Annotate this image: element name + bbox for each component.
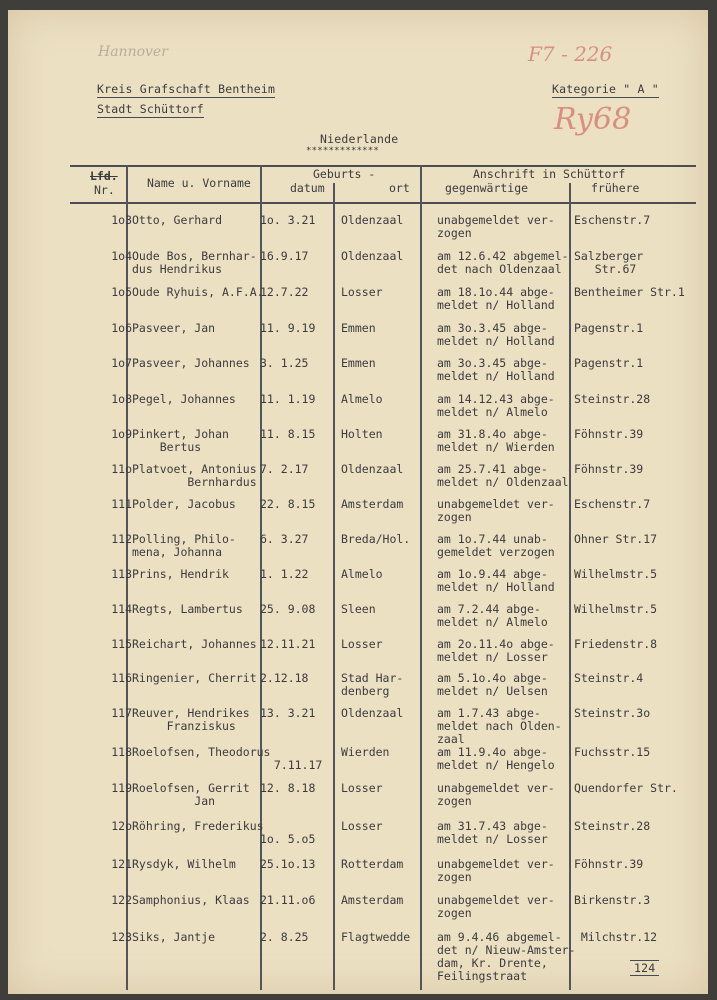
current-address: am 3o.3.45 abge- meldet n/ Holland xyxy=(437,356,555,383)
birth-place: Breda/Hol. xyxy=(341,532,411,546)
section-title: Niederlande xyxy=(320,132,399,146)
person-name: Röhring, Frederikus xyxy=(132,819,264,833)
current-address: am 18.1o.44 abge- meldet n/ Holland xyxy=(437,285,555,312)
birth-date: 1o. 3.21 xyxy=(260,213,316,227)
person-name: Ringenier, Cherrit xyxy=(132,671,257,685)
header-nr: Lfd. xyxy=(90,169,118,183)
birth-date: 22. 8.15 xyxy=(260,497,316,511)
table-row xyxy=(8,428,708,464)
previous-address: Steinstr.4 xyxy=(574,671,644,685)
town-heading: Stadt Schüttorf xyxy=(97,102,204,116)
person-name: Oude Bos, Bernhar- dus Hendrikus xyxy=(132,249,257,276)
person-name: Siks, Jantje xyxy=(132,930,216,944)
current-address: am 31.7.43 abge- meldet n/ Losser xyxy=(437,819,548,846)
current-address: am 9.4.46 abgemel- det n/ Nieuw-Amster- dam, Kr. Drente, Feilingstraat xyxy=(437,930,576,983)
current-address: unabgemeldet ver- zogen xyxy=(437,213,555,240)
row-number: 113 xyxy=(111,567,132,581)
row-number: 1o9 xyxy=(111,427,132,441)
row-number: 121 xyxy=(111,857,132,871)
page-number: 124 xyxy=(630,960,659,976)
birth-date: 11. 9.19 xyxy=(260,321,316,335)
header-address: Anschrift in Schüttorf xyxy=(473,167,626,181)
person-name: Pegel, Johannes xyxy=(132,392,236,406)
row-number: 11o xyxy=(111,462,132,476)
current-address: unabgemeldet ver- zogen xyxy=(437,893,555,920)
previous-address: Quendorfer Str. xyxy=(574,781,678,795)
table-row xyxy=(8,357,708,393)
header-birth: Geburts - xyxy=(313,167,376,181)
previous-address: Milchstr.12 xyxy=(574,930,658,944)
table-row xyxy=(8,706,708,746)
previous-address: Föhnstr.39 xyxy=(574,427,644,441)
previous-address: Pagenstr.1 xyxy=(574,321,644,335)
header-birth-date: datum xyxy=(290,181,325,195)
row-number: 1o7 xyxy=(111,356,132,370)
previous-address: Ohner Str.17 xyxy=(574,532,658,546)
birth-place: Losser xyxy=(341,285,383,299)
table-row xyxy=(8,820,708,856)
birth-date: 11. 1.19 xyxy=(260,392,316,406)
current-address: am 11.9.4o abge- meldet n/ Hengelo xyxy=(437,745,555,772)
previous-address: Wilhelmstr.5 xyxy=(574,567,658,581)
birth-place: Sleen xyxy=(341,602,376,616)
row-number: 119 xyxy=(111,781,132,795)
row-number: 12o xyxy=(111,819,132,833)
birth-place: Emmen xyxy=(341,321,376,335)
birth-place: Oldenzaal xyxy=(341,249,404,263)
row-number: 112 xyxy=(111,532,132,546)
category-heading: Kategorie " A " xyxy=(552,82,659,96)
row-number: 1o8 xyxy=(111,392,132,406)
red-archive-number: F7 - 226 xyxy=(528,42,613,66)
birth-place: Losser xyxy=(341,819,383,833)
previous-address: Birkenstr.3 xyxy=(574,893,651,907)
row-number: 114 xyxy=(111,602,132,616)
table-row xyxy=(8,746,708,782)
birth-date: 1. 1.22 xyxy=(260,567,309,581)
person-name: Platvoet, Antonius Bernhardus xyxy=(132,462,257,489)
header-nr: Nr. xyxy=(94,183,115,197)
person-name: Samphonius, Klaas xyxy=(132,893,250,907)
table-row xyxy=(8,393,708,429)
birth-place: Almelo xyxy=(341,567,383,581)
table-row xyxy=(8,638,708,674)
birth-date: 12.7.22 xyxy=(260,285,309,299)
previous-address: Steinstr.3o xyxy=(574,706,651,720)
previous-address: Fuchsstr.15 xyxy=(574,745,651,759)
birth-place: Emmen xyxy=(341,356,376,370)
birth-date: 21.11.o6 xyxy=(260,893,316,907)
current-address: am 31.8.4o abge- meldet n/ Wierden xyxy=(437,427,555,454)
birth-place: Flagtwedde xyxy=(341,930,411,944)
document-page xyxy=(8,10,708,994)
row-number: 111 xyxy=(111,497,132,511)
previous-address: Eschenstr.7 xyxy=(574,497,651,511)
header-name: Name u. Vorname xyxy=(147,176,251,190)
person-name: Prins, Hendrik xyxy=(132,567,229,581)
previous-address: Salzberger Str.67 xyxy=(574,249,644,276)
birth-place: Holten xyxy=(341,427,383,441)
person-name: Reichart, Johannes xyxy=(132,637,257,651)
previous-address: Friedenstr.8 xyxy=(574,637,658,651)
birth-place: Losser xyxy=(341,637,383,651)
previous-address: Steinstr.28 xyxy=(574,392,651,406)
table-row xyxy=(8,250,708,286)
previous-address: Bentheimer Str.1 xyxy=(574,285,685,299)
previous-address: Wilhelmstr.5 xyxy=(574,602,658,616)
table-row xyxy=(8,322,708,358)
current-address: am 1o.9.44 abge- meldet n/ Holland xyxy=(437,567,555,594)
person-name: Rysdyk, Wilhelm xyxy=(132,857,236,871)
birth-place: Wierden xyxy=(341,745,390,759)
person-name: Pinkert, Johan Bertus xyxy=(132,427,229,454)
person-name: Reuver, Hendrikes Franziskus xyxy=(132,706,250,733)
table-row xyxy=(8,894,708,930)
row-number: 117 xyxy=(111,706,132,720)
birth-date: 11. 8.15 xyxy=(260,427,316,441)
table-row xyxy=(8,214,708,250)
row-number: 115 xyxy=(111,637,132,651)
header-address-previous: frühere xyxy=(591,181,640,195)
row-number: 123 xyxy=(111,930,132,944)
row-number: 1o3 xyxy=(111,213,132,227)
person-name: Pasveer, Johannes xyxy=(132,356,250,370)
person-name: Otto, Gerhard xyxy=(132,213,223,227)
row-number: 122 xyxy=(111,893,132,907)
previous-address: Föhnstr.39 xyxy=(574,462,644,476)
current-address: am 1.7.43 abge- meldet nach Olden- zaal xyxy=(437,706,562,746)
table-row xyxy=(8,498,708,534)
current-address: am 2o.11.4o abge- meldet n/ Losser xyxy=(437,637,555,664)
birth-date: 1o. 5.o5 xyxy=(260,832,316,846)
table-row xyxy=(8,782,708,818)
birth-date: 3. 1.25 xyxy=(260,356,309,370)
current-address: am 3o.3.45 abge- meldet n/ Holland xyxy=(437,321,555,348)
row-number: 1o4 xyxy=(111,249,132,263)
table-row xyxy=(8,568,708,604)
district-heading: Kreis Grafschaft Bentheim xyxy=(97,82,276,96)
table-row xyxy=(8,603,708,639)
row-number: 116 xyxy=(111,671,132,685)
birth-date: 12.11.21 xyxy=(260,637,316,651)
birth-place: Oldenzaal xyxy=(341,213,404,227)
birth-date: 7.11.17 xyxy=(273,758,323,772)
pencil-annotation: Hannover xyxy=(98,44,168,60)
previous-address: Föhnstr.39 xyxy=(574,857,644,871)
table-row xyxy=(8,533,708,569)
birth-date: 16.9.17 xyxy=(260,249,309,263)
person-name: Pasveer, Jan xyxy=(132,321,216,335)
current-address: am 25.7.41 abge- meldet n/ Oldenzaal xyxy=(437,462,569,489)
birth-place: Amsterdam xyxy=(341,893,404,907)
birth-date: 2.12.18 xyxy=(260,671,309,685)
row-number: 118 xyxy=(111,745,132,759)
birth-date: 6. 3.27 xyxy=(260,532,309,546)
row-number: 1o5 xyxy=(111,285,132,299)
person-name: Regts, Lambertus xyxy=(132,602,243,616)
previous-address: Pagenstr.1 xyxy=(574,356,644,370)
table-header-rule xyxy=(70,202,696,204)
birth-place: Oldenzaal xyxy=(341,706,404,720)
table-row xyxy=(8,672,708,708)
birth-place: Almelo xyxy=(341,392,383,406)
red-reference-mark: Ry68 xyxy=(554,102,632,137)
person-name: Roelofsen, Gerrit Jan xyxy=(132,781,250,808)
person-name: Roelofsen, Theodorus xyxy=(132,745,271,759)
current-address: unabgemeldet ver- zogen xyxy=(437,781,555,808)
current-address: unabgemeldet ver- zogen xyxy=(437,497,555,524)
header-birth-place: ort xyxy=(389,181,410,195)
table-row xyxy=(8,858,708,894)
current-address: am 5.1o.4o abge- meldet n/ Uelsen xyxy=(437,671,548,698)
birth-date: 7. 2.17 xyxy=(260,462,309,476)
previous-address: Steinstr.28 xyxy=(574,819,651,833)
section-title-underline: ************* xyxy=(306,146,380,156)
person-name: Polling, Philo- mena, Johanna xyxy=(132,532,236,559)
birth-place: Stad Har- denberg xyxy=(341,671,404,698)
birth-date: 25. 9.08 xyxy=(260,602,316,616)
current-address: am 14.12.43 abge- meldet n/ Almelo xyxy=(437,392,555,419)
table-row xyxy=(8,463,708,499)
current-address: am 7.2.44 abge- meldet n/ Almelo xyxy=(437,602,548,629)
table-row xyxy=(8,286,708,322)
birth-place: Losser xyxy=(341,781,383,795)
row-number: 1o6 xyxy=(111,321,132,335)
current-address: am 12.6.42 abgemel- det nach Oldenzaal xyxy=(437,249,569,276)
birth-place: Amsterdam xyxy=(341,497,404,511)
birth-date: 13. 3.21 xyxy=(260,706,316,720)
birth-place: Oldenzaal xyxy=(341,462,404,476)
previous-address: Eschenstr.7 xyxy=(574,213,651,227)
person-name: Polder, Jacobus xyxy=(132,497,236,511)
header-address-current: gegenwärtige xyxy=(445,181,529,195)
current-address: unabgemeldet ver- zogen xyxy=(437,857,555,884)
birth-place: Rotterdam xyxy=(341,857,404,871)
birth-date: 12. 8.18 xyxy=(260,781,316,795)
person-name: Oude Ryhuis, A.F.A. xyxy=(132,285,264,299)
current-address: am 1o.7.44 unab- gemeldet verzogen xyxy=(437,532,555,559)
birth-date: 2. 8.25 xyxy=(260,930,309,944)
birth-date: 25.1o.13 xyxy=(260,857,316,871)
